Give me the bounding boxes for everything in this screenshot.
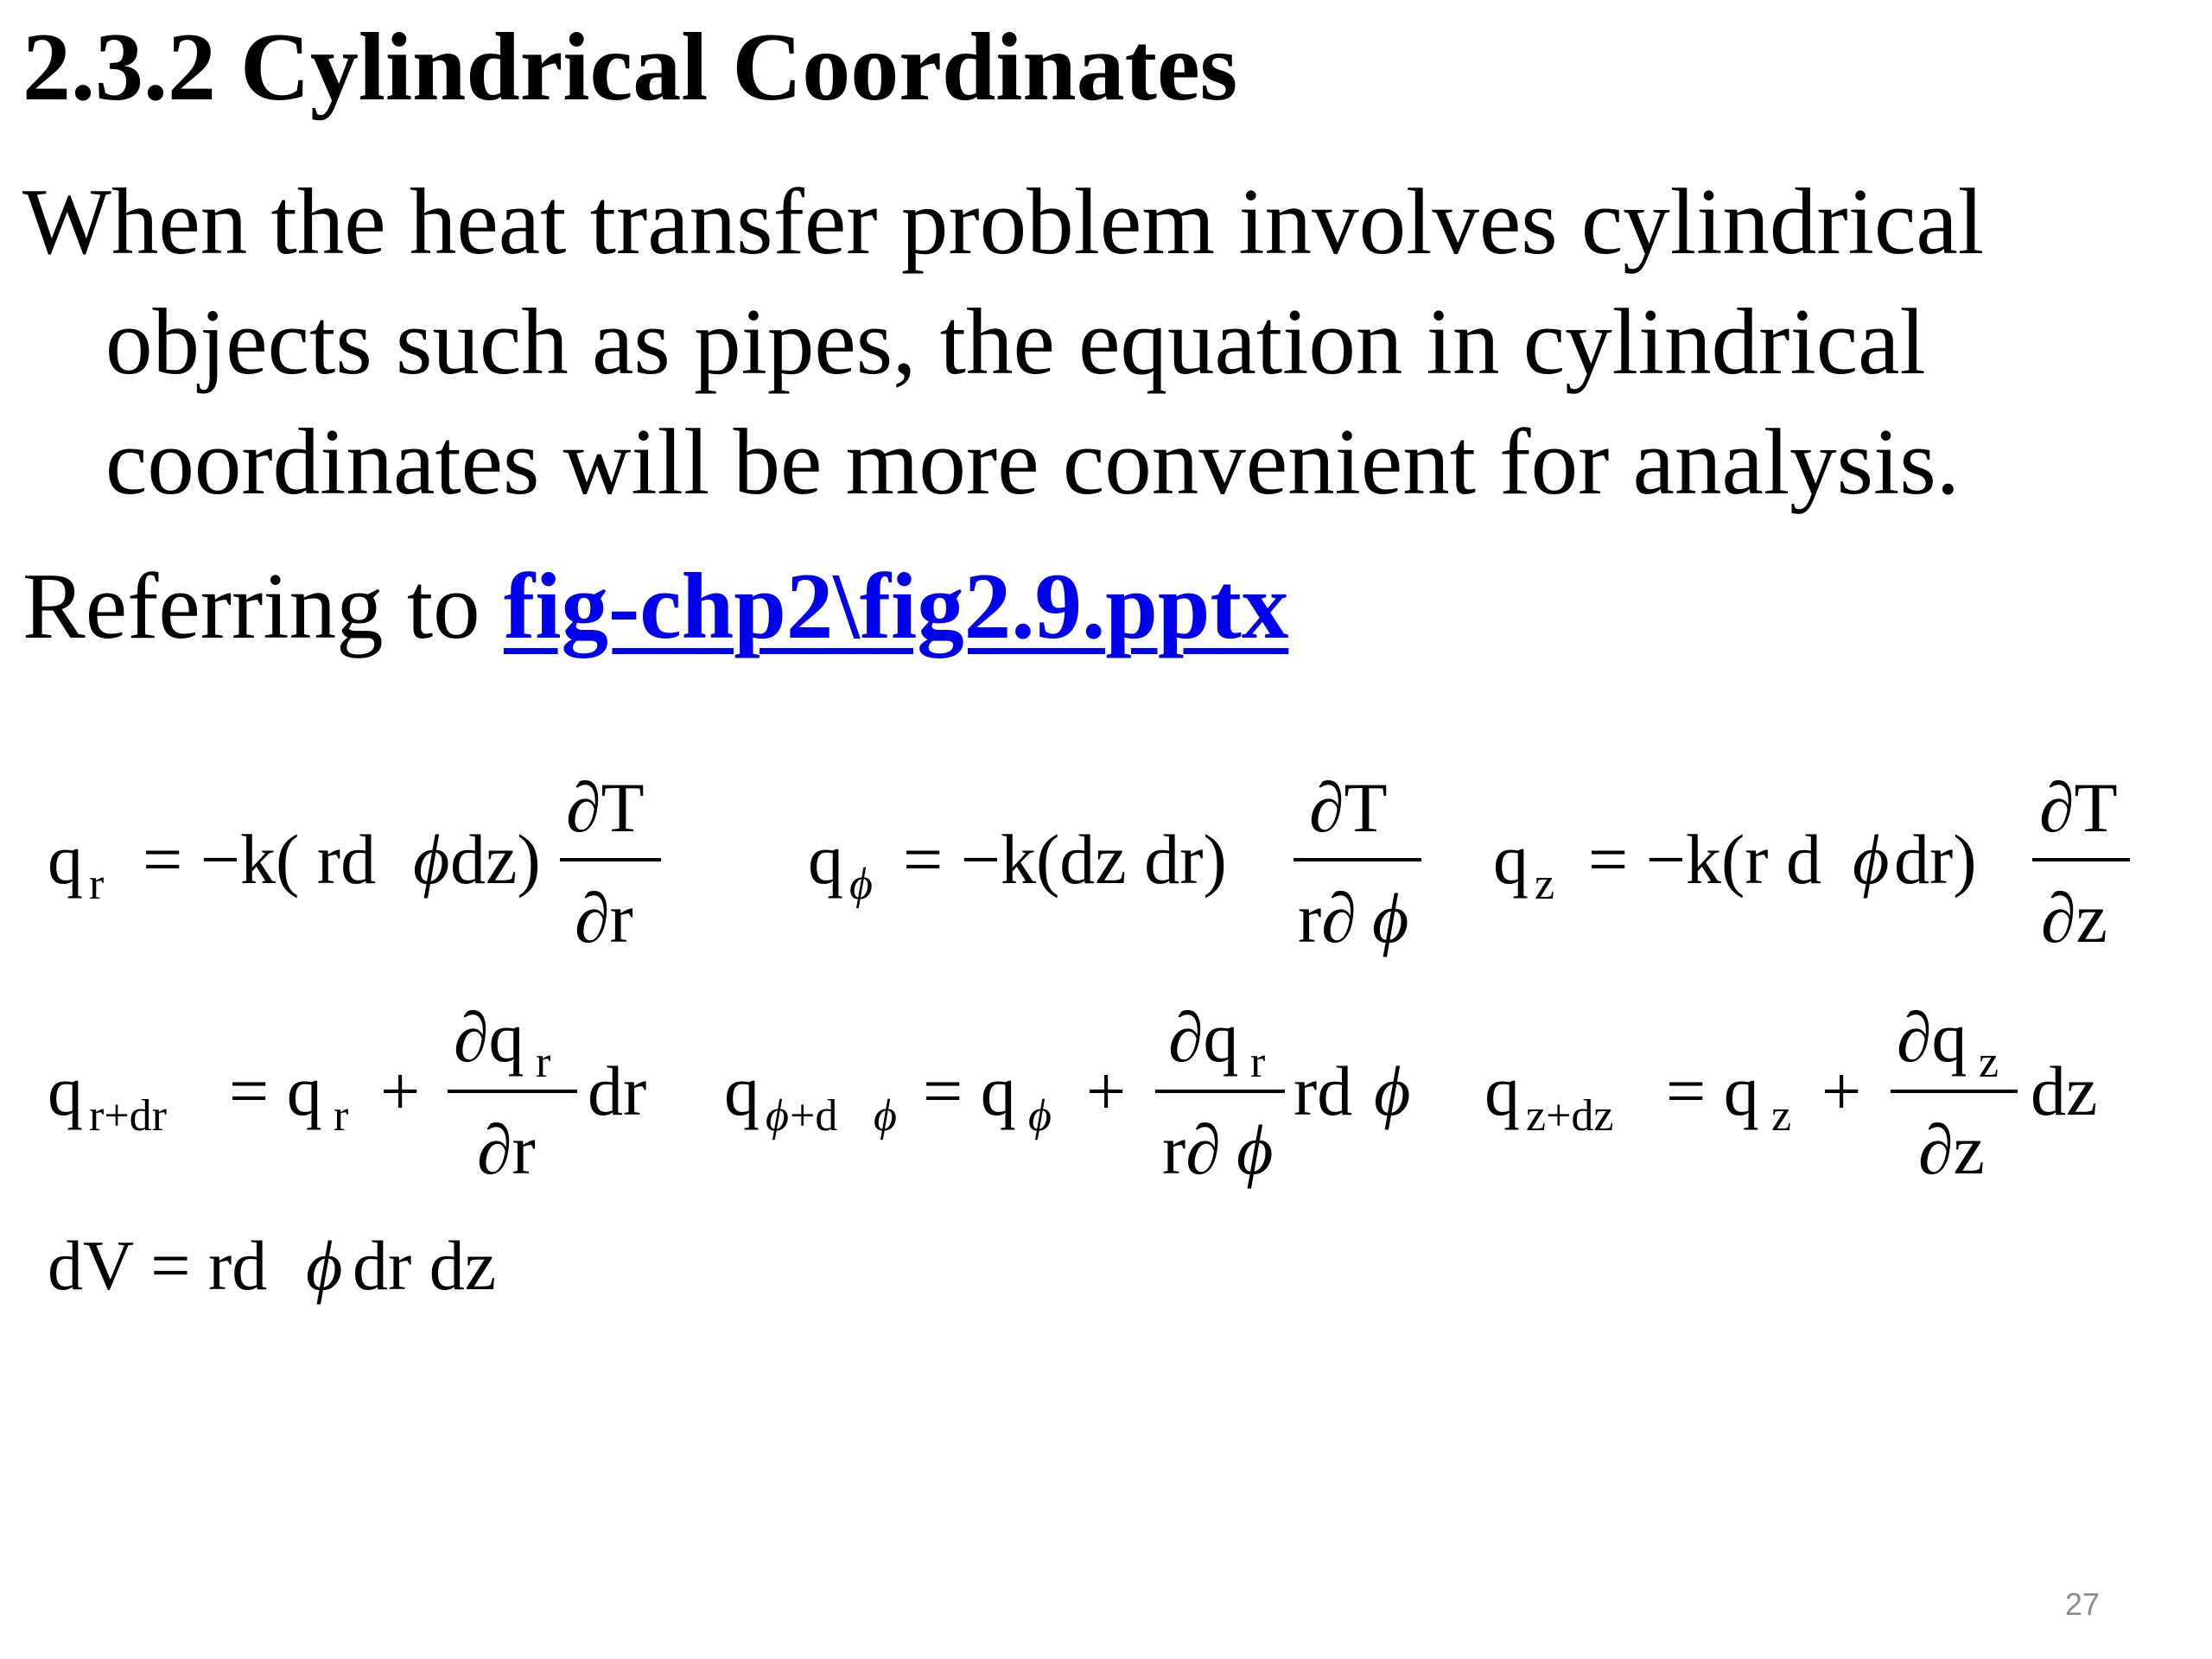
q-z-dz-lhs: q xyxy=(1484,1052,1520,1130)
q-phi-dphi-plus: + xyxy=(1086,1052,1127,1130)
q-z-dz-rhs-sub: z xyxy=(1771,1091,1792,1141)
q-r-rhs-tail: dz) xyxy=(450,820,541,899)
q-r-dr-lhs: q xyxy=(48,1052,83,1130)
dv-text: dV = rd xyxy=(48,1226,268,1305)
q-phi-dphi-frac-den-prefix: r∂ xyxy=(1162,1110,1221,1189)
q-r-dr-lhs-sub: r+dr xyxy=(89,1091,167,1141)
equation-q-r xyxy=(48,768,661,957)
q-z-rhs-phi: ϕ xyxy=(1853,820,1890,899)
q-z-dz-rhs: = q xyxy=(1666,1052,1759,1130)
equation-q-z xyxy=(1493,768,2130,957)
q-r-frac-num: ∂T xyxy=(566,768,645,847)
q-r-rhs: = −k( rd xyxy=(143,820,377,899)
q-r-frac-den: ∂r xyxy=(575,879,633,957)
q-z-dz-frac-num-sub: z xyxy=(1979,1038,1999,1087)
q-phi-dphi-tail-prefix: rd xyxy=(1294,1052,1353,1130)
q-phi-dphi-lhs: q xyxy=(724,1052,760,1130)
dv-phi: ϕ xyxy=(306,1226,343,1305)
q-z-frac-num: ∂T xyxy=(2039,768,2118,847)
page-number: 27 xyxy=(2065,1586,2101,1622)
q-z-dz-lhs-sub: z+dz xyxy=(1526,1091,1614,1141)
q-z-lhs: q xyxy=(1493,820,1529,899)
q-r-rhs-phi: ϕ xyxy=(413,820,450,899)
q-z-dz-plus: + xyxy=(1821,1052,1862,1130)
equation-dv xyxy=(48,1226,496,1305)
q-phi-dphi-frac-den-phi: ϕ xyxy=(1236,1110,1274,1189)
q-r-lhs-sub: r xyxy=(89,860,105,909)
q-z-rhs: = −k(r d xyxy=(1588,820,1822,899)
body-line-1: When the heat transfer problem involves cylindrical xyxy=(22,169,1984,274)
q-r-dr-rhs: = q xyxy=(229,1052,322,1130)
q-r-dr-frac-num: ∂q xyxy=(454,998,524,1077)
q-r-dr-rhs-sub: r xyxy=(334,1091,349,1141)
q-phi-lhs-sub: ϕ xyxy=(849,860,873,909)
q-phi-dphi-rhs-sub: ϕ xyxy=(1028,1091,1052,1141)
q-z-dz-tail: dz xyxy=(2031,1052,2098,1130)
q-phi-dphi-lhs-sub-phi1: ϕ xyxy=(766,1091,789,1141)
body-line-3: coordinates will be more convenient for analysis. xyxy=(105,410,1961,514)
q-phi-frac-num: ∂T xyxy=(1309,768,1388,847)
q-phi-rhs: = −k(dz dr) xyxy=(903,820,1227,899)
q-phi-dphi-lhs-sub-mid: +d xyxy=(790,1091,838,1141)
q-phi-dphi-rhs: = q xyxy=(923,1052,1016,1130)
dv-tail: dr dz xyxy=(353,1226,497,1305)
equation-q-r-plus-dr xyxy=(48,998,646,1189)
body-line-2: objects such as pipes, the equation in cylindrical xyxy=(105,289,1926,394)
q-z-frac-den: ∂z xyxy=(2041,879,2107,957)
q-z-dz-frac-num: ∂q xyxy=(1897,998,1967,1077)
slide-title: 2.3.2 Cylindrical Coordinates xyxy=(22,14,1238,121)
q-phi-dphi-frac-num: ∂q xyxy=(1168,998,1239,1077)
q-r-dr-plus: + xyxy=(380,1052,421,1130)
q-phi-lhs: q xyxy=(808,820,843,899)
q-phi-frac-den-prefix: r∂ xyxy=(1298,879,1357,957)
q-phi-dphi-tail-phi: ϕ xyxy=(1374,1052,1411,1130)
q-r-dr-tail: dr xyxy=(588,1052,647,1130)
q-z-rhs-tail: dr) xyxy=(1894,820,1977,899)
equation-q-z-plus-dz xyxy=(1484,998,2097,1189)
q-r-lhs: q xyxy=(48,820,83,899)
q-z-dz-frac-den: ∂z xyxy=(1918,1110,1985,1189)
q-r-dr-frac-num-sub: r xyxy=(536,1038,551,1087)
q-phi-dphi-lhs-sub-phi2: ϕ xyxy=(874,1091,897,1141)
q-phi-frac-den-phi: ϕ xyxy=(1372,879,1409,957)
referring-prefix: Referring to xyxy=(22,554,504,658)
equation-q-phi-plus-dphi xyxy=(724,998,1410,1189)
q-z-lhs-sub: z xyxy=(1535,860,1555,909)
q-r-dr-frac-den: ∂r xyxy=(477,1110,536,1189)
figure-file-link[interactable]: fig-chp2\fig2.9.pptx xyxy=(503,554,1289,658)
equation-q-phi xyxy=(808,768,1421,957)
q-phi-dphi-frac-num-sub: r xyxy=(1250,1038,1266,1087)
